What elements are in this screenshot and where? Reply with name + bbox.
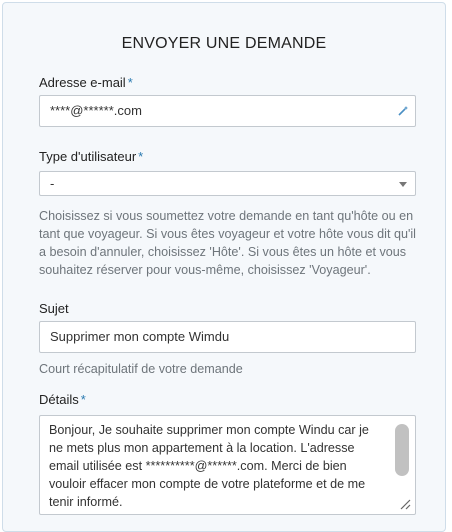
email-label — [39, 75, 133, 90]
subject-label: Sujet — [39, 301, 69, 316]
resize-grip-icon[interactable] — [399, 498, 411, 510]
subject-help: Court récapitulatif de votre demande — [39, 362, 243, 376]
request-form-panel — [2, 2, 446, 532]
details-textarea[interactable] — [39, 415, 416, 515]
user-type-label — [39, 149, 143, 164]
user-type-label-text: Type d'utilisateur — [39, 149, 137, 164]
required-mark: * — [127, 75, 133, 90]
user-type-select[interactable] — [39, 171, 416, 196]
details-label — [39, 392, 86, 407]
details-scrollbar[interactable] — [395, 422, 409, 494]
details-label-text: Détails — [39, 392, 79, 407]
magic-wand-icon[interactable] — [397, 105, 409, 117]
chevron-down-icon — [399, 182, 407, 187]
required-mark: * — [80, 392, 86, 407]
email-label-text: Adresse e-mail — [39, 75, 126, 90]
user-type-help: Choisissez si vous soumettez votre demande en tant qu'hôte ou en tant que voyageur. Si vous êtes voyageur et votre hôte vous dit qu'il a besoin d'annuler, choisissez 'Hôte'. Si vous êtes un hôte et vous souhaitez réserver pour vous-même, choisissez 'Voyageur'. — [39, 209, 416, 277]
email-field[interactable] — [39, 95, 416, 127]
email-value: ****@******.com — [50, 103, 142, 118]
required-mark: * — [138, 149, 144, 164]
subject-field[interactable] — [39, 321, 416, 353]
form-title: ENVOYER UNE DEMANDE — [121, 35, 327, 52]
subject-value: Supprimer mon compte Wimdu — [50, 329, 230, 344]
user-type-value: - — [50, 176, 55, 191]
details-value: Bonjour, Je souhaite supprimer mon compte Windu car je ne mets plus mon appartement à la location. L'adresse email utilisée est **********@******.com. Merci de bien vouloir effacer mon compte de votre plateforme et de me tenir informé. — [49, 423, 369, 509]
scrollbar-thumb[interactable] — [395, 424, 409, 476]
